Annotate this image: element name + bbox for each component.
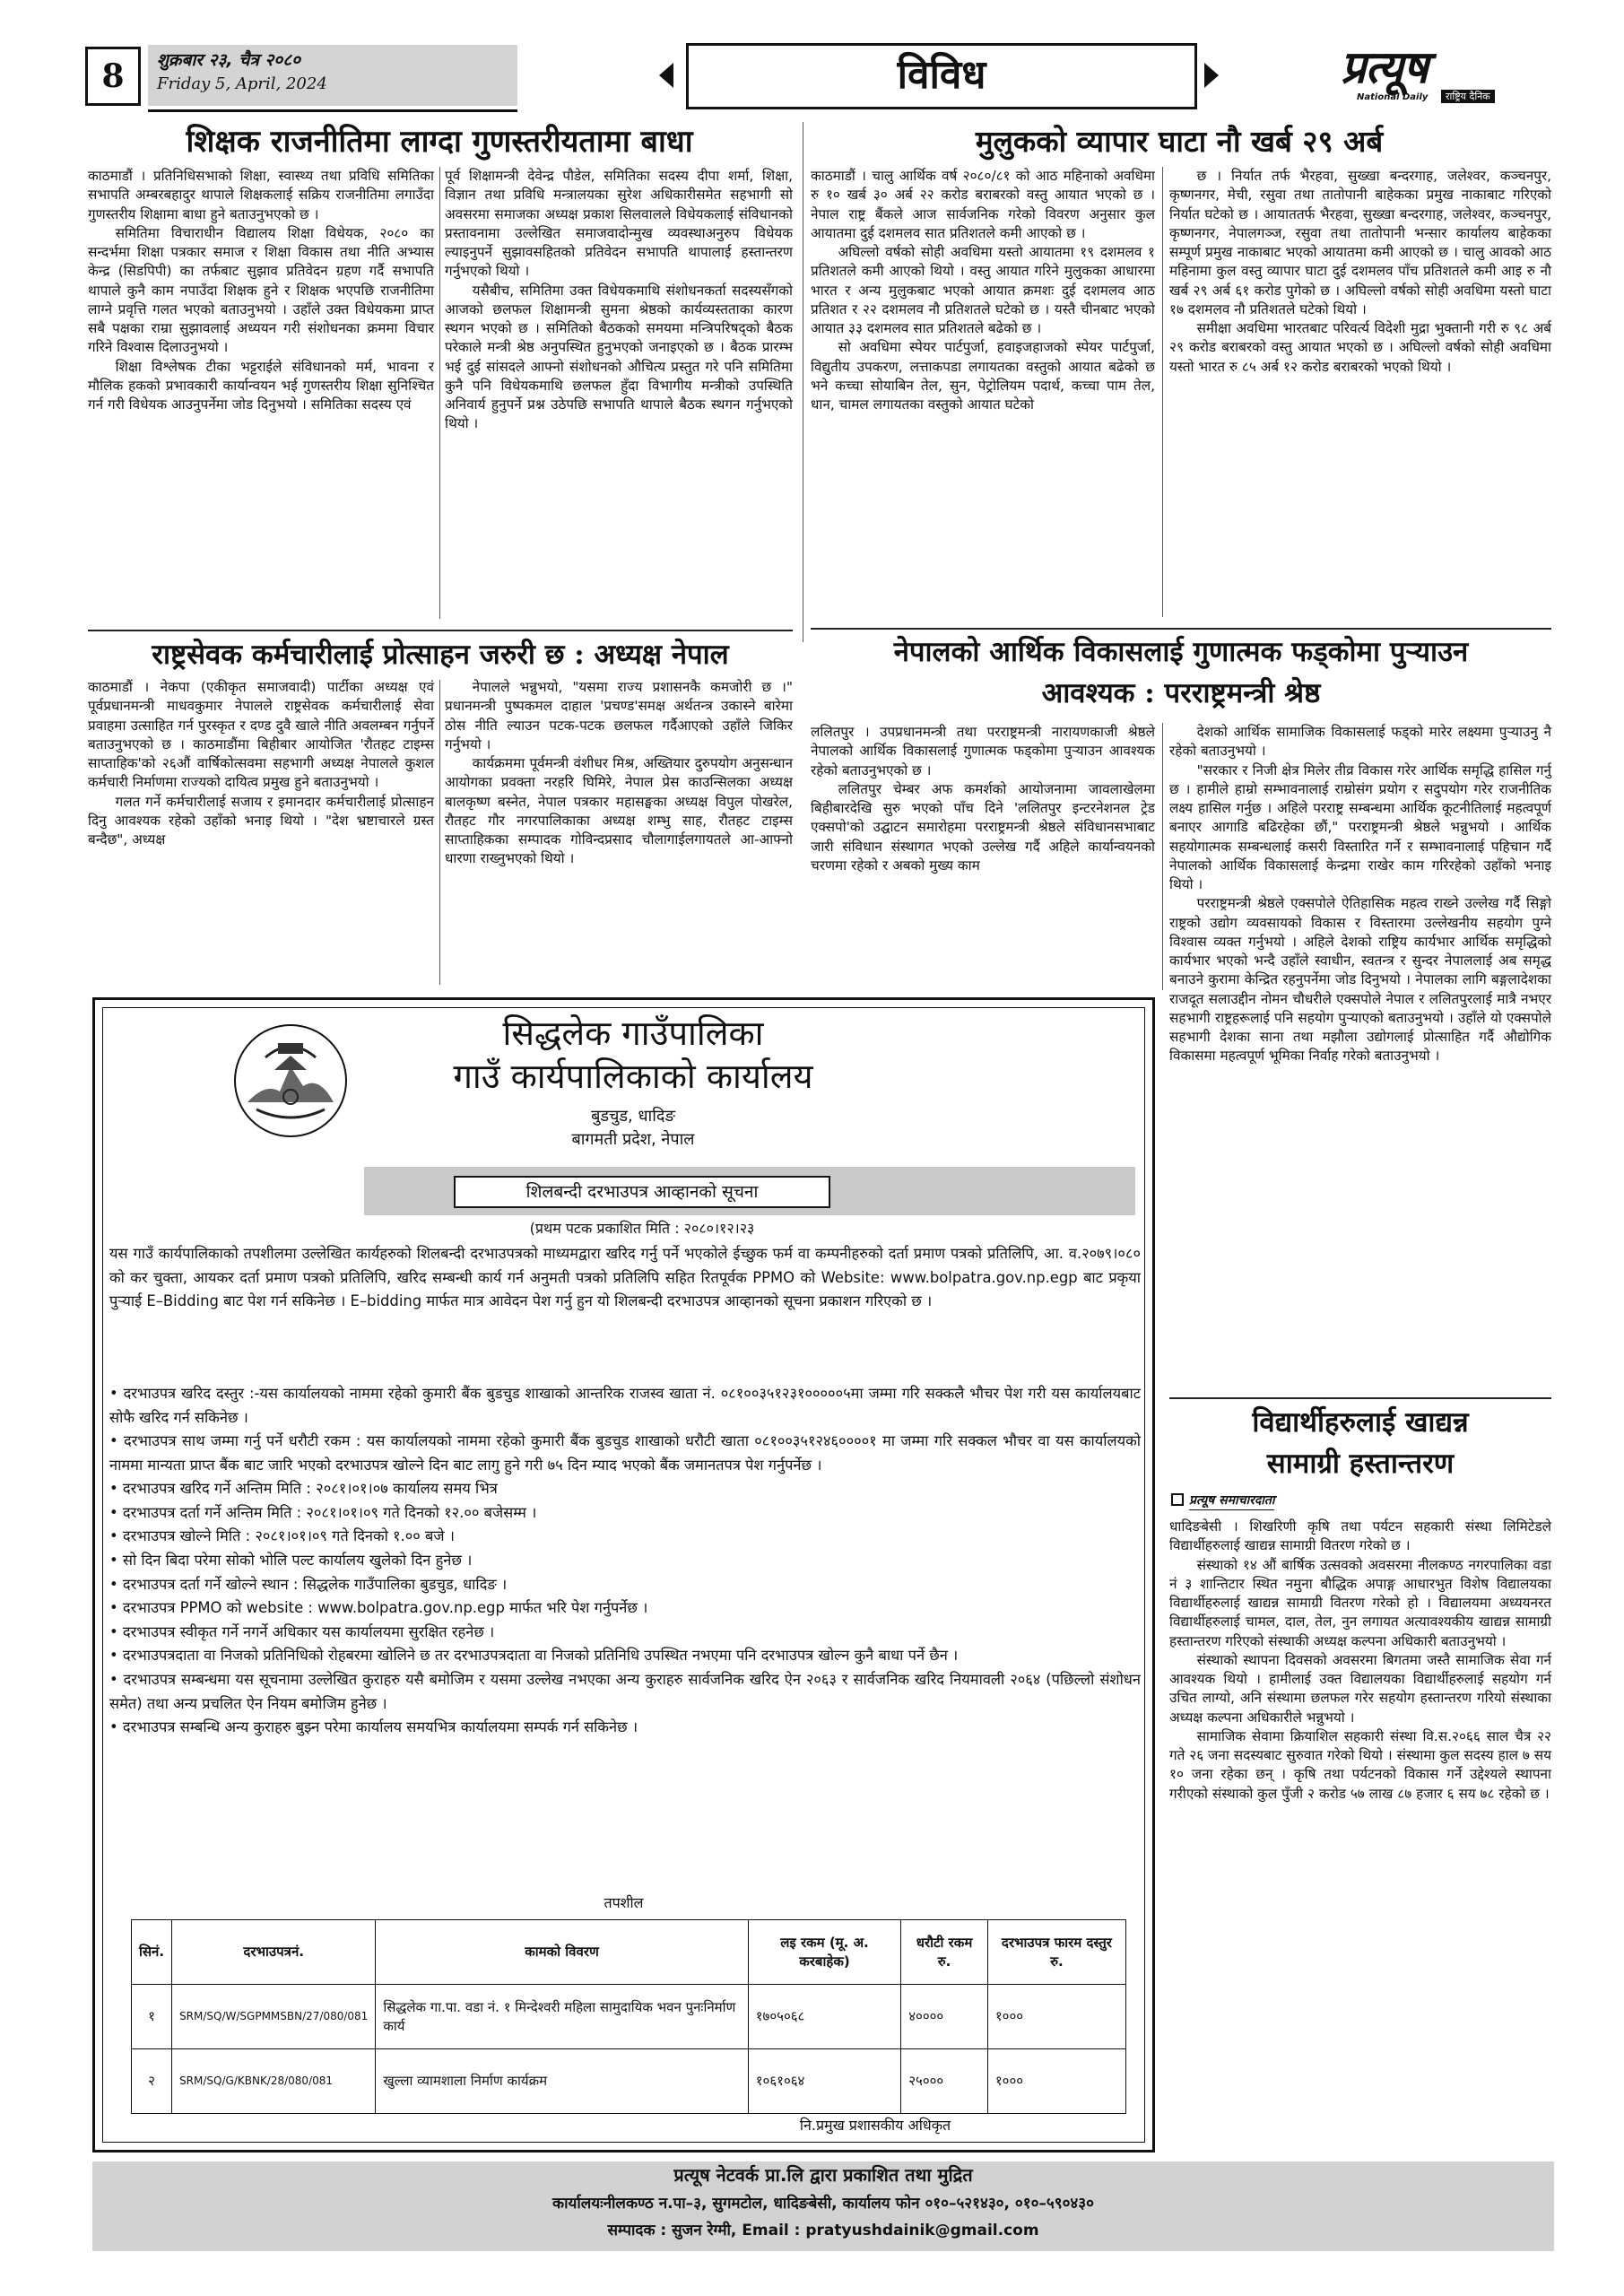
article-paragraph: छ । निर्यात तर्फ भैरहवा, सुख्खा बन्दरगाह, जलेश्वर, कञ्चनपुर, कृष्णनगर, मेची, रसुवा तथा तातोपानी बाहेकका प्रमुख नाकाबाट गरिएको निर्यात घटेको छ । आयाततर्फ भैरहवा, सुख्खा बन्दरगाह, जलेश्वर, कञ्चनपुर, कृष्णनगर, नेपालगञ्ज, रसुवा तथा तातोपानी भन्सार कार्यालय बाहेकका सम्पूर्ण प्रमुख नाकाबाट भएको आयातमा कमी आएको छ । चालु आवको आठ महिनामा कुल वस्तु व्यापार घाटा दुई दशमलव पाँच प्रतिशतले कमी आइ रु नौ खर्ब २९ अर्ब ६१ करोड पुगेको छ । अघिल्लो वर्षको सोही अवधिमा यस्तो घाटा १७ दशमलव नौ प्रतिशतले घटेको थियो । bbox=[1169, 168, 1551, 317]
logo-tagline-np: राष्ट्रिय दैनिक bbox=[1441, 90, 1495, 103]
article-paragraph: काठमाडौं । नेकपा (एकीकृत समाजवादी) पार्टीका अध्यक्ष एवं पूर्वप्रधानमन्त्री माधवकुमार नेपालले राष्ट्रसेवक कर्मचारीलाई सेवा प्रवाहमा उत्साहित गर्न पुरस्कृत र दण्ड दुवै खाले नीति अवलम्बन गर्नुपर्ने बताउनुभएको छ । काठमाडौंमा बिहीबार आयोजित 'रौतहट टाइम्स साप्ताहिक'को २६औं वार्षिकोत्सवमा सहभागी अध्यक्ष नेपालले कुशल कर्मचारी निर्माणमा राज्यको दायित्व प्रमुख हुने बताउनुभयो । bbox=[88, 679, 434, 791]
table-cell: २५००० bbox=[901, 2049, 988, 2114]
notice-province: बागमती प्रदेश, नेपाल bbox=[571, 1130, 695, 1149]
table-body bbox=[132, 1985, 1126, 2114]
notice-item: • दरभाउपत्र सम्बन्धमा यस सूचनामा उल्लेखित कुराहरु यसै बमोजिम र यसमा उल्लेख नभएका अन्य कुराहरु सार्वजनिक खरिद ऐन २०६३ र सार्वजनिक खरिद नियमावली २०६४ (पछिल्लो संशोधन समेत) तथा अन्य प्रचलित ऐन नियम बमोजिम हुनेछ । bbox=[109, 1668, 1141, 1716]
schedule-label: तपशील bbox=[604, 1894, 644, 1911]
article-headline: विद्यार्थीहरुलाई खाद्यन्न bbox=[1252, 1406, 1469, 1439]
newspaper-logo bbox=[1323, 39, 1550, 111]
logo-tagline-en: National Daily bbox=[1357, 92, 1429, 102]
article-paragraph: गलत गर्ने कर्मचारीलाई सजाय र इमानदार कर्मचारीलाई प्रोत्साहन दिनु आवश्यक रहेको उहाँको भनाइ थियो । "देश भ्रष्टाचारले ग्रस्त बन्दैछ", अध्यक्ष bbox=[88, 793, 434, 848]
article-headline: नेपालको आर्थिक विकासलाई गुणात्मक फड्कोमा पुर्‍याउन bbox=[893, 636, 1469, 668]
article-column bbox=[445, 678, 793, 987]
notice-item: • दरभाउपत्रदाता वा निजको प्रतिनिधिको रोहबरमा खोलिने छ तर दरभाउपत्रदाता वा निजको प्रतिनिधि उपस्थित नभएमा पनि दरभाउपत्र खोल्न कुनै बाधा पर्ने छैन । bbox=[109, 1644, 1141, 1668]
article-paragraph: ललितपुर । उपप्रधानमन्त्री तथा परराष्ट्रमन्त्री नारायणकाजी श्रेष्ठले नेपालको आर्थिक विकासलाई गुणात्मक फड्कोमा पुर्‍याउन आवश्यक रहेको बताउनुभएको छ । bbox=[811, 724, 1155, 778]
column-divider bbox=[439, 680, 440, 985]
article-paragraph: शिक्षा विश्लेषक टीका भट्टराईले संविधानको मर्म, भावना र मौलिक हकको प्रभावकारी कार्यान्वयन भई गुणस्तरीय शिक्षा सुनिश्चित गर्न गरी विधेयक आउनुपर्नेमा जोड दिनुभयो । समितिका सदस्य एवं bbox=[88, 358, 434, 413]
notice-publish-date: (प्रथम पटक प्रकाशित मिति : २०८०।१२।२३ bbox=[529, 1220, 755, 1237]
article-paragraph: कार्यक्रममा पूर्वमन्त्री वंशीधर मिश्र, अख्तियार दुरुपयोग अनुसन्धान आयोगका प्रवक्ता नरहरि घिमिरे, नेपाल प्रेस काउन्सिलका अध्यक्ष बालकृष्ण बस्नेत, नेपाल पत्रकार महासङ्घका अध्यक्ष विपुल पोखरेल, रौतहट गौर नगरपालिकाका अध्यक्ष शम्भु साह, रौतहट टाइम्स साप्ताहिकका सम्पादक गोविन्दप्रसाद चौलागाईलगायतले आ-आफ्नो धारणा राख्नुभएको थियो । bbox=[445, 755, 793, 867]
notice-item: • दरभाउपत्र खोल्ने मिति : २०८१।०१।०९ गते दिनको १.०० बजे । bbox=[109, 1525, 1141, 1549]
table-row bbox=[132, 1985, 1126, 2049]
arrow-left-icon bbox=[659, 63, 673, 88]
article-headline: शिक्षक राजनीतिमा लाग्दा गुणस्तरीयतामा बाधा bbox=[186, 124, 693, 160]
table-header-cell: लइ रकम (मू. अ. करबाहेक) bbox=[748, 1920, 900, 1985]
notice-item: • दरभाउपत्र PPMO को website : www.bolpatra.gov.np.egp मार्फत भरि पेश गर्नुपर्नेछ । bbox=[109, 1596, 1141, 1621]
date-underline bbox=[148, 109, 517, 112]
column-divider bbox=[1162, 167, 1163, 617]
signature-line: नि.प्रमुख प्रशासकीय अधिकृत bbox=[799, 2117, 951, 2134]
article-column bbox=[1169, 723, 1551, 1387]
date-english: Friday 5, April, 2024 bbox=[157, 74, 327, 93]
article-paragraph: अघिल्लो वर्षको सोही अवधिमा यस्तो आयातमा १९ दशमलव १ प्रतिशतले कमी आएको थियो । वस्तु आयात गरिने मुलुकका आधारमा भारत र अन्य मुलुकबाट भएको आयात क्रमशः दुई दशमलव आठ प्रतिशत र २२ दशमलव नौ प्रतिशतले घटेको छ । यस्तै चीनबाट भएको आयात ३३ दशमलव सात प्रतिशतले बढेको छ । bbox=[811, 244, 1155, 336]
article-paragraph: पूर्व शिक्षामन्त्री देवेन्द्र पौडेल, समितिका सदस्य दीपा शर्मा, शिक्षा, विज्ञान तथा प्रविधि मन्त्रालयका सुरेश अधिकारीसमेत सहभागी सो अवसरमा समाजका अध्यक्ष प्रकाश सिलवालले विधेयकलाई संविधानको प्रस्तावनामा उल्लेखित समाजवादोन्मुख व्यवस्थाअनुरुप विधेयक ल्याइनुपर्ने सुझावसहितको प्रतिवेदन सभापति थापालाई हस्तान्तरण गर्नुभएको थियो । bbox=[445, 168, 793, 280]
article-paragraph: सो अवधिमा स्पेयर पार्टपुर्जा, हवाइजहाजको स्पेयर पार्टपुर्जा, विद्युतीय उपकरण, लत्ताकपडा लगायतका वस्तुको आयात बढेको छ भने कच्चा सोयाबिन तेल, सुन, पेट्रोलियम पदार्थ, कच्चा पाम तेल, धान, चामल लगायतका वस्तुको आयात घटेको bbox=[811, 339, 1155, 413]
table-header-cell: दरभाउपत्रनं. bbox=[172, 1920, 376, 1985]
page-number: 8 bbox=[85, 47, 141, 106]
page-header bbox=[85, 40, 1547, 115]
byline bbox=[1171, 1491, 1274, 1510]
tender-table bbox=[131, 1919, 1126, 2114]
table-cell: १००० bbox=[987, 1985, 1125, 2049]
notice-item: • दरभाउपत्र साथ जम्मा गर्नु पर्ने धरौटी रकम : यस कार्यालयको नाममा रहेको कुमारी बैंक बुडचुड शाखाको धरौटी खाता ०८१००३५१२४६००००१ मा जम्मा गरि सक्कल भौचर वा यस कार्यालयको नाममा मान्यता प्राप्त बैंक बाट जारि भएको दरभाउपत्र खोल्ने दिन बाट लागु हुने गरी ७५ दिन म्याद भएको बैंक जमानतपत्र पेश गर्नुपर्नेछ । bbox=[109, 1430, 1141, 1477]
article-paragraph: सामाजिक सेवामा क्रियाशिल सहकारी संस्था वि.स.२०६६ साल चैत्र २२ गते २६ जना सदस्यबाट सुरुवात गरेको थियो । संस्थामा कुल सदस्य हाल ७ सय १० जना रहेका छन् । कृषि तथा पर्यटनको विकास गर्ने उद्देश्यले स्थापना गरीएको संस्थाको कुल पुँजी २ करोड ५७ लाख ८७ हजार ६ सय ७८ रहेको छ । bbox=[1169, 1727, 1551, 1802]
footer-editor: सम्पादक : सुजन रेग्मी, Email : pratyushdainik@gmail.com bbox=[607, 2222, 1039, 2239]
article-paragraph: ललितपुर चेम्बर अफ कमर्शको आयोजनामा जावलाखेलमा बिहीबारदेखि सुरु भएको पाँच दिने 'ललितपुर इन्टरनेशनल ट्रेड एक्सपो'को उद्घाटन समारोहमा परराष्ट्रमन्त्री श्रेष्ठले संविधानसभाबाट जारी संविधान संस्थागत भएको उल्लेख गर्दै अहिले कार्यान्वयनको चरणमा रहेको र अबको मुख्य काम bbox=[811, 780, 1155, 874]
notice-item: • दरभाउपत्र दर्ता गर्ने खोल्ने स्थान : सिद्धलेक गाउँपालिका बुडचुड, धादिङ । bbox=[109, 1573, 1141, 1597]
table-header-row bbox=[132, 1920, 1126, 1985]
column-divider bbox=[439, 167, 440, 619]
notice-intro: यस गाउँ कार्यपालिकाको तपशीलमा उल्लेखित कार्यहरुको शिलबन्दी दरभाउपत्रको माध्यमद्वारा खरिद गर्नु पर्ने भएकोले ईच्छुक फर्म वा कम्पनीहरुको दर्ता प्रमाण पत्रको प्रतिलिपि, आ. व.२०७९।०८० को कर चुक्ता, आयकर दर्ता प्रमाण पत्रको प्रतिलिपि, खरिद सम्बन्धी कार्य गर्न अनुमती पत्रको प्रतिलिपि सहित रितपूर्वक PPMO को Website: www.bolpatra.gov.np.egp बाट प्रकृया पुऱ्याई E–Bidding बाट पेश गर्न सकिनेछ । E–bidding मार्फत मात्र आवेदन पेश गर्नु हुन यो शिलबन्दी दरभाउपत्र आव्हानको सूचना प्रकाशन गरिएको छ । bbox=[109, 1245, 1141, 1310]
table-cell: SRM/SQ/G/KBNK/28/080/081 bbox=[172, 2049, 376, 2114]
article-paragraph: संस्थाको १४ औं बार्षिक उत्सवको अवसरमा नीलकण्ठ नगरपालिका वडा नं ३ शान्तिटार स्थित नमुना बौद्धिक अपाङ्ग आधारभुत विशेष विद्यालयका विद्यार्थीहरुलाई खाद्यन्न सामाग्री वितरण गरेको हो । विद्यालयमा अध्ययनरत विद्यार्थीहरुलाई चामल, दाल, तेल, नुन लगायत अत्यावश्यकीय खाद्यन्न सामाग्री हस्तान्तरण गरिएको संस्थाकी अध्यक्ष कल्पना अधिकारी बताउनुभयो । bbox=[1169, 1556, 1551, 1649]
column-divider bbox=[1162, 723, 1163, 990]
notice-item: • दरभाउपत्र सम्बन्धि अन्य कुराहरु बुझ्न परेमा कार्यालय समयभित्र कार्यालयमा सम्पर्क गर्न सकिनेछ । bbox=[109, 1716, 1141, 1740]
article-headline-line2: आवश्यक : परराष्ट्रमन्त्री श्रेष्ठ bbox=[1041, 677, 1321, 709]
article-paragraph: काठमाडौं । प्रतिनिधिसभाको शिक्षा, स्वास्थ्य तथा प्रविधि समितिका सभापति अम्बरबहादुर थापाले शिक्षकलाई सक्रिय राजनीतिमा लगाउँदा गुणस्तरीय शिक्षामा बाधा हुने बताउनुभएको छ । bbox=[88, 168, 434, 222]
notice-title: सिद्धलेक गाउँपालिका bbox=[502, 1013, 764, 1053]
notice-items bbox=[109, 1382, 1141, 1740]
footer-address: कार्यालयःनीलकण्ठ न.पा–३, सुगमटोल, धादिङबेसी, कार्यालय फोन ०१०–५२१४३०, ०१०–५९०४३० bbox=[552, 2195, 1094, 2213]
table-header-cell: कामको विवरण bbox=[376, 1920, 748, 1985]
article-paragraph: काठमाडौं । चालु आर्थिक वर्ष २०८०/८१ को आठ महिनाको अवधिमा रु १० खर्ब ३० अर्ब २२ करोड बराबरको वस्तु आयात भएको छ । नेपाल राष्ट्र बैंकले आज सार्वजनिक गरेको विवरण अनुसार कुल आयातमा दुई दशमलव सात प्रतिशतले कमी आएको छ । bbox=[811, 168, 1155, 241]
byline-text: प्रत्यूष समाचारदाता bbox=[1189, 1492, 1274, 1510]
article-paragraph: नेपालले भन्नुभयो, "यसमा राज्य प्रशासनकै कमजोरी छ ।" प्रधानमन्त्री पुष्पकमल दाहाल 'प्रचण्ड'समक्ष अर्थतन्त्र उकास्ने बारेमा ठोस नीति ल्याउन पटक-पटक छलफल गर्दैआएको उहाँले जिकिर गर्नुभयो । bbox=[445, 679, 793, 752]
table-cell: SRM/SQ/W/SGPMMSBN/27/080/081 bbox=[172, 1985, 376, 2049]
table-cell: १०६१०६४ bbox=[748, 2049, 900, 2114]
table-cell: खुल्ला व्यामशाला निर्माण कार्यक्रम bbox=[376, 2049, 748, 2114]
section-rule bbox=[1169, 1397, 1551, 1399]
article-headline: राष्ट्रसेवक कर्मचारीलाई प्रोत्साहन जरुरी छ : अध्यक्ष नेपाल bbox=[152, 639, 729, 671]
table-cell: १७०५०६८ bbox=[748, 1985, 900, 2049]
table-cell: १ bbox=[132, 1985, 172, 2049]
article-paragraph: "सरकार र निजी क्षेत्र मिलेर तीव्र विकास गरेर आर्थिक समृद्धि हासिल गर्नु छ । हामीले हाम्रो सम्भावनालाई राम्रोसंग प्रयोग र सदुपयोग गरेर राजनीतिक लक्ष्य हासिल गर्नुछ । अहिले परराष्ट्र सम्बन्धमा आर्थिक कूटनीतिलाई महत्वपूर्ण बनाएर आगाडि बढिरहेका छौं," परराष्ट्रमन्त्री श्रेष्ठले भन्नुभयो । आर्थिक सहयोगात्मक सम्बन्धलाई कसरी विस्तारित गर्ने र सम्भावनालाई पहिचान गर्दै नेपालको आर्थिक विकासलाई केन्द्रमा राखेर काम गरिरहेको उहाँको भनाइ थियो । bbox=[1169, 761, 1551, 892]
article-column bbox=[1169, 167, 1551, 624]
tender-notice bbox=[92, 997, 1155, 2152]
arrow-right-icon bbox=[1204, 63, 1219, 88]
article-paragraph: देशको आर्थिक सामाजिक विकासलाई फड्को मारेर लक्ष्यमा पुर्‍याउनु नै रहेको बताउनुभयो । bbox=[1169, 724, 1551, 760]
table-cell: १००० bbox=[987, 2049, 1125, 2114]
article-paragraph: समितिमा विचाराधीन विद्यालय शिक्षा विधेयक, २०८० का सन्दर्भमा शिक्षा पत्रकार समाज र शिक्षा विकास तथा नीति अभ्यास केन्द्र (सिडपिपी) का तर्फबाट सुझाव प्रतिवेदन ग्रहण गर्दै सभापति थापाले कुनै काम नपाउँदा शिक्षक हुने र शिक्षक भएपछि राजनीतिमा लाग्ने प्रवृत्ति गलत भएको बताउनुभयो । उहाँले उक्त विधेयकमा प्राप्त सबै पक्षका राम्रा सुझावलाई अध्ययन गरी संशोधनका क्रममा विचार गरिने विश्वास दिलाउनुभयो । bbox=[88, 224, 434, 356]
article-paragraph: परराष्ट्रमन्त्री श्रेष्ठले एक्सपोले ऐतिहासिक महत्व राख्ने उल्लेख गर्दै सिङ्गो राष्ट्रको उद्योग व्यवसायको विकास र विस्तारमा उल्लेखनीय सहयोग पुग्ने विश्वास व्यक्त गर्नुभयो । अहिले देशको राष्ट्रिय कार्यभार आर्थिक समृद्धिको कार्यभार भएको भन्दै उहाँले स्वाधीन, स्वतन्त्र र सुन्दर नेपाललाई अब समृद्ध बनाउने कुरामा केन्द्रित रहनुपर्नेमा जोड दिनुभयो । नेपालका लागि बङ्गलादेशका राजदूत सलाउद्दीन नोमन चौधरीले एक्सपोले नेपाल र ललितपुरलाई मात्रै नभएर सहभागी राष्ट्रहरूलाई पनि सहयोग पुर्‍याएको बताउनुभयो । उहाँले यो एक्सपोले सहभागी देशका साना तथा मझौला उद्योगलाई प्रोत्साहित गर्दै औद्योगिक विकासमा महत्वपूर्ण भूमिका निर्वाह गरेको बताउनुभयो । bbox=[1169, 895, 1551, 1065]
section-title: विविध bbox=[686, 43, 1197, 109]
article-column bbox=[1169, 1518, 1551, 2154]
footer-publisher: प्रत्यूष नेटवर्क प्रा.लि द्वारा प्रकाशित तथा मुद्रित bbox=[673, 2164, 973, 2186]
section-rule bbox=[811, 628, 1551, 630]
article-paragraph: समीक्षा अवधिमा भारतबाट परिवर्त्य विदेशी मुद्रा भुक्तानी गरी रु ९८ अर्ब २९ करोड बराबरको वस्तु आयात भएको छ । अघिल्लो वर्षको सोही अवधिमा यस्तो भारत रु ८५ अर्ब १२ करोड बराबरको भएको थियो । bbox=[1169, 320, 1551, 375]
table-cell: सिद्धलेक गा.पा. वडा नं. १ मिन्देश्वरी महिला सामुदायिक भवन पुनःनिर्माण कार्य bbox=[376, 1985, 748, 2049]
section-rule bbox=[88, 630, 793, 631]
article-column bbox=[445, 167, 793, 633]
article-paragraph: यसैबीच, समितिमा उक्त विधेयकमाथि संशोधनकर्ता सदस्यसँगको आजको छलफल शिक्षामन्त्री सुमना श्रेष्ठको कार्यव्यस्तताका कारण स्थगन भएको छ । समितिको बैठकको समयमा मन्त्रिपरिषद्को बैठक परेकाले मन्त्री श्रेष्ठ अनुपस्थित हुनुभएको जनाइएको छ । बैठक प्रारम्भ भई दुई सांसदले आफ्नो संशोधनको औचित्य प्रस्तुत गरे पनि समितिमा कुनै पनि विधेयकमाथि छलफल हुँदा विभागीय मन्त्रीको उपस्थिति अनिवार्य हुनुपर्ने प्रश्न उठेपछि सभापति थापाले बैठक स्थगन गर्नुभएको थियो । bbox=[445, 282, 793, 432]
article-column bbox=[88, 678, 434, 987]
date-box bbox=[148, 45, 517, 106]
notice-subtitle: गाउँ कार्यपालिकाको कार्यालय bbox=[453, 1057, 813, 1096]
notice-heading: शिलबन्दी दरभाउपत्र आव्हानको सूचना bbox=[454, 1176, 830, 1208]
notice-address: बुडचुड, धादिङ bbox=[591, 1107, 675, 1126]
table-header-cell: सिनं. bbox=[132, 1920, 172, 1985]
notice-item: • सो दिन बिदा परेमा सोको भोलि पल्ट कार्यालय खुलेको दिन हुनेछ । bbox=[109, 1549, 1141, 1573]
notice-item: • दरभाउपत्र दर्ता गर्ने अन्तिम मिति : २०८१।०१।०९ गते दिनको १२.०० बजेसम्म । bbox=[109, 1501, 1141, 1526]
article-paragraph: धादिङबेसी । शिखरिणी कृषि तथा पर्यटन सहकारी संस्था लिमिटेडले विद्यार्थीहरुलाई खाद्यन्न सामाग्री वितरण गरेको छ । bbox=[1169, 1518, 1551, 1554]
article-column bbox=[88, 167, 434, 633]
table-header-cell: दरभाउपत्र फारम दस्तुर रु. bbox=[987, 1920, 1125, 1985]
article-column bbox=[811, 723, 1155, 992]
notice-item: • दरभाउपत्र खरिद दस्तुर :-यस कार्यालयको नाममा रहेको कुमारी बैंक बुडचुड शाखाको आन्तरिक राजस्व खाता नं. ०८१००३५१२३१०००००५मा जम्मा गरि सक्कलै भौचर पेश गरी यस कार्यालयबाट सोफै खरिद गर्न सकिनेछ । bbox=[109, 1382, 1141, 1430]
article-headline: मुलुकको व्यापार घाटा नौ खर्ब २९ अर्ब bbox=[975, 124, 1384, 159]
date-nepali: शुक्रबार २३, चैत्र २०८० bbox=[157, 50, 300, 70]
notice-item: • दरभाउपत्र स्वीकृत गर्ने नगर्ने अधिकार यस कार्यालयमा सुरक्षित रहनेछ । bbox=[109, 1621, 1141, 1645]
notice-list bbox=[109, 1382, 1141, 1740]
page-footer bbox=[92, 2161, 1554, 2251]
article-column bbox=[811, 167, 1155, 624]
table-row bbox=[132, 2049, 1126, 2114]
table-cell: २ bbox=[132, 2049, 172, 2114]
table-header-cell: धरौटी रकम रु. bbox=[901, 1920, 988, 1985]
logo-wordmark: प्रत्यूष bbox=[1341, 40, 1428, 93]
nepal-emblem-icon bbox=[230, 1020, 352, 1142]
article-headline-line2: सामाग्री हस्तान्तरण bbox=[1266, 1448, 1455, 1480]
notice-item: • दरभाउपत्र खरिद गर्ने अन्तिम मिति : २०८१।०१।०७ कार्यालय समय भित्र bbox=[109, 1477, 1141, 1501]
table-cell: ४०००० bbox=[901, 1985, 988, 2049]
article-paragraph: संस्थाको स्थापना दिवसको अवसरमा बिगतमा जस्तै सामाजिक सेवा गर्न आवश्यक थियो । हामीलाई उक्त विद्यालयका विद्यार्थीहरुलाई सहयोग गर्न उचित लाग्यो, अनि संस्थामा छलफल गरेर सहयोग हस्तान्तरण गरियो संस्थाका अध्यक्ष कल्पना अधिकारीले भन्नुभयो । bbox=[1169, 1651, 1551, 1726]
checkbox-icon bbox=[1171, 1493, 1184, 1506]
